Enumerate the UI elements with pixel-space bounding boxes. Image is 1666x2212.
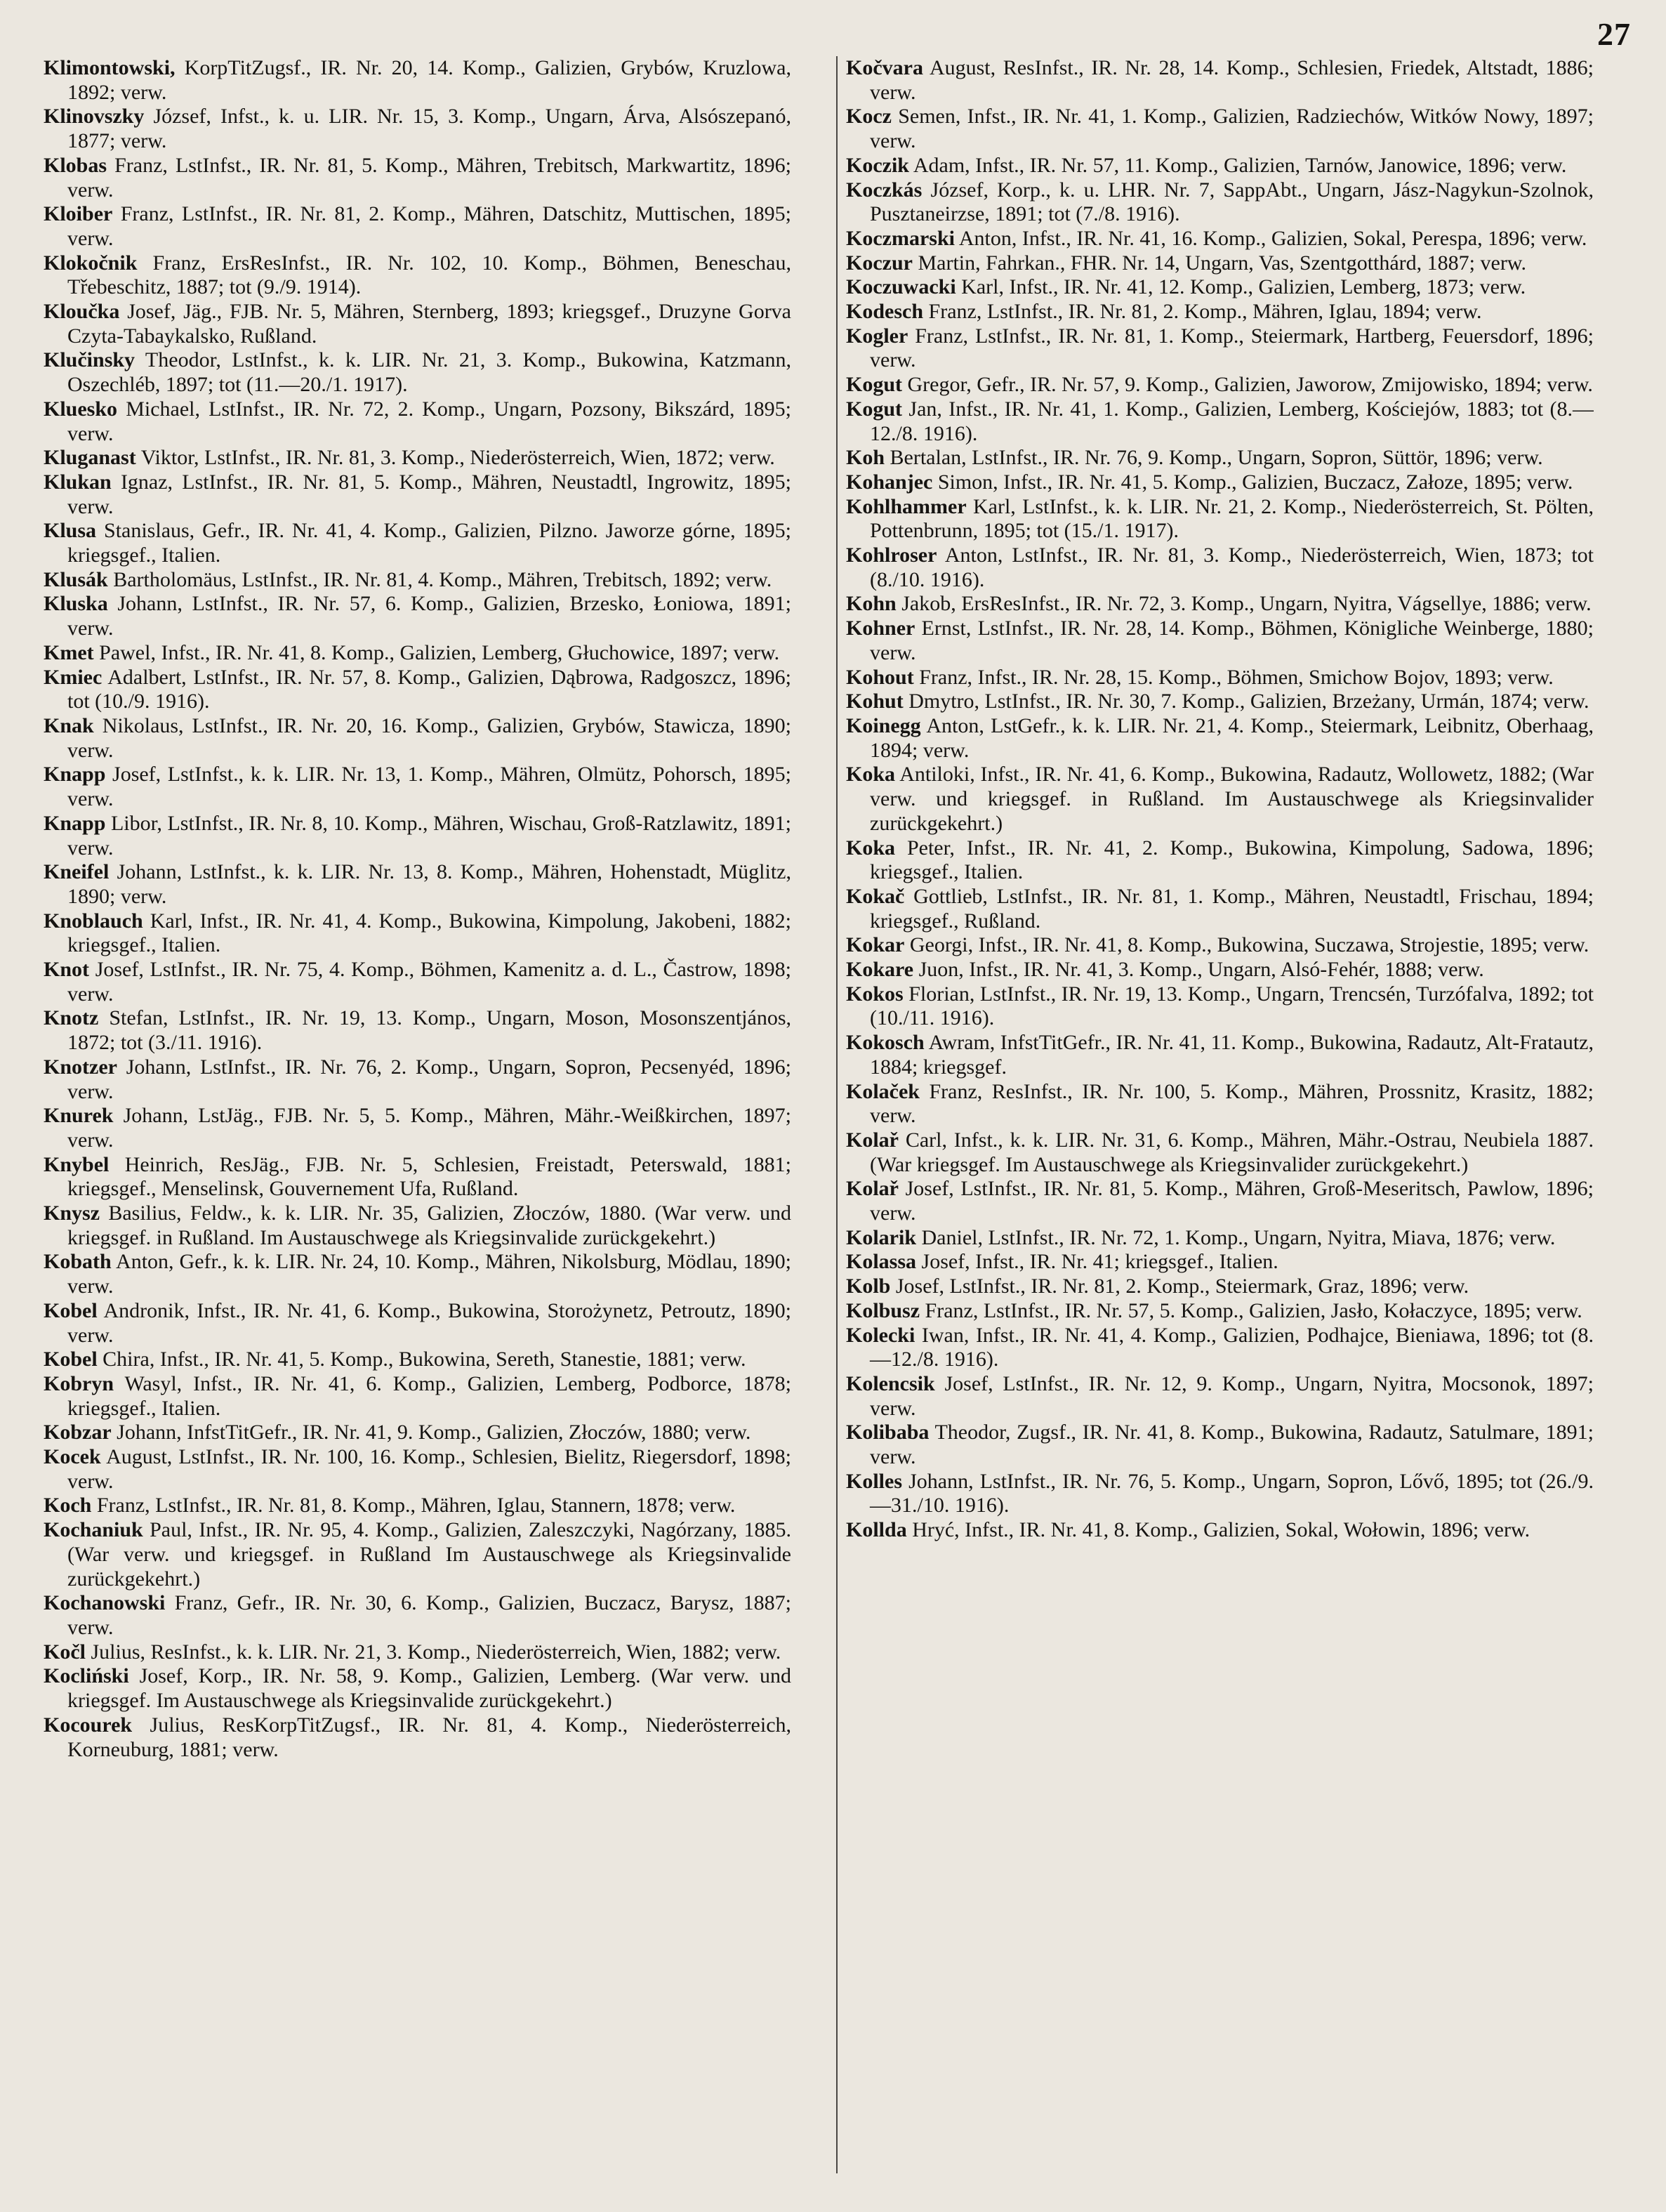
- entry-surname: Knoblauch: [44, 909, 143, 933]
- list-entry: [44, 56, 791, 105]
- entry-details: Josef, LstInfst., IR. Nr. 75, 4. Komp., Böhmen, Kamenitz a. d. L., Častrow, 1898; verw.: [67, 958, 791, 1006]
- entry-surname: Kohanjec: [846, 470, 933, 494]
- entry-details: Carl, Infst., k. k. LIR. Nr. 31, 6. Komp., Mähren, Mähr.-Ostrau, Neubiela 1887. (War kriegsgef. Im Austauschwege als Kriegsinvalider zurückgekehrt.): [870, 1128, 1594, 1176]
- list-entry: [44, 568, 791, 593]
- entry-details: Theodor, LstInfst., k. k. LIR. Nr. 21, 3. Komp., Bukowina, Katzmann, Oszechléb, 1897; tot (11.—20./1. 1917).: [67, 348, 791, 397]
- list-entry: [44, 641, 791, 666]
- entry-surname: Kolencsik: [846, 1371, 935, 1395]
- entry-details: Heinrich, ResJäg., FJB. Nr. 5, Schlesien, Freistadt, Peterswald, 1881; kriegsgef., Menselinsk, Gouvernement Ufa, Rußland.: [67, 1152, 791, 1201]
- list-entry: [44, 154, 791, 202]
- entry-surname: Koczkás: [846, 178, 923, 202]
- entry-surname: Kolař: [846, 1177, 899, 1201]
- columns: [44, 56, 1632, 2177]
- list-entry: [44, 1104, 791, 1152]
- entry-details: Daniel, LstInfst., IR. Nr. 72, 1. Komp., Ungarn, Nyitra, Miava, 1876; verw.: [921, 1225, 1556, 1249]
- entry-details: Andronik, Infst., IR. Nr. 41, 6. Komp., Bukowina, Storożynetz, Petroutz, 1890; verw.: [67, 1298, 791, 1347]
- entry-details: Franz, Gefr., IR. Nr. 30, 6. Komp., Galizien, Buczacz, Barysz, 1887; verw.: [67, 1591, 791, 1639]
- entry-surname: Koczmarski: [846, 226, 955, 250]
- entry-details: Peter, Infst., IR. Nr. 41, 2. Komp., Bukowina, Kimpolung, Sadowa, 1896; kriegsgef., Italien.: [870, 836, 1594, 884]
- entry-surname: Koczuwacki: [846, 275, 956, 299]
- entry-details: Julius, ResInfst., k. k. LIR. Nr. 21, 3. Komp., Niederösterreich, Wien, 1882; verw.: [91, 1640, 781, 1664]
- entry-surname: Klusák: [44, 567, 108, 591]
- list-entry: [44, 251, 791, 300]
- list-entry: [846, 300, 1594, 324]
- entry-surname: Kocz: [846, 105, 892, 129]
- list-entry: [846, 690, 1594, 714]
- entry-details: József, Infst., k. u. LIR. Nr. 15, 3. Komp., Ungarn, Árva, Alsószepanó, 1877; verw.: [67, 105, 791, 153]
- entry-surname: Kolles: [846, 1469, 902, 1493]
- entry-surname: Kokos: [846, 982, 904, 1006]
- entry-details: Stefan, LstInfst., IR. Nr. 19, 13. Komp., Ungarn, Moson, Mosonszentjános, 1872; tot (3./11. 1916).: [67, 1006, 791, 1055]
- list-entry: [44, 958, 791, 1006]
- entry-surname: Kobzar: [44, 1421, 112, 1444]
- entry-surname: Knot: [44, 958, 90, 982]
- entry-surname: Knysz: [44, 1202, 100, 1225]
- entry-surname: Knapp: [44, 811, 106, 835]
- list-entry: [846, 56, 1594, 105]
- entry-details: Michael, LstInfst., IR. Nr. 72, 2. Komp., Ungarn, Pozsony, Bikszárd, 1895; verw.: [67, 397, 791, 445]
- list-entry: [846, 714, 1594, 763]
- list-entry: [846, 885, 1594, 933]
- entry-surname: Kochanowski: [44, 1591, 166, 1615]
- entry-surname: Knybel: [44, 1152, 110, 1176]
- entry-details: Hryć, Infst., IR. Nr. 41, 8. Komp., Galizien, Sokal, Wołowin, 1896; verw.: [912, 1518, 1531, 1542]
- entry-surname: Kohlhammer: [846, 494, 967, 518]
- entry-details: Josef, LstInfst., IR. Nr. 12, 9. Komp., Ungarn, Nyitra, Mocsonok, 1897; verw.: [870, 1371, 1594, 1420]
- entry-surname: Kogut: [846, 397, 903, 421]
- list-entry: [44, 105, 791, 153]
- entry-surname: Kluska: [44, 592, 108, 616]
- list-entry: [44, 1591, 791, 1640]
- entry-details: Jakob, ErsResInfst., IR. Nr. 72, 3. Komp., Ungarn, Nyitra, Vágsellye, 1886; verw.: [901, 592, 1592, 616]
- list-entry: [846, 617, 1594, 665]
- page-number: 27: [1597, 16, 1631, 52]
- entry-surname: Kolibaba: [846, 1421, 930, 1444]
- list-entry: [44, 1421, 791, 1445]
- entry-details: August, LstInfst., IR. Nr. 100, 16. Komp., Schlesien, Bielitz, Riegersdorf, 1898; verw.: [67, 1445, 791, 1493]
- list-entry: [44, 519, 791, 567]
- entry-details: Stanislaus, Gefr., IR. Nr. 41, 4. Komp., Galizien, Pilzno. Jaworze górne, 1895; kriegsgef., Italien.: [67, 519, 791, 567]
- entry-surname: Kokosch: [846, 1031, 925, 1055]
- entry-details: Bartholomäus, LstInfst., IR. Nr. 81, 4. Komp., Mähren, Trebitsch, 1892; verw.: [113, 567, 772, 591]
- entry-surname: Kmiec: [44, 665, 103, 689]
- list-entry: [846, 958, 1594, 982]
- entry-details: August, ResInfst., IR. Nr. 28, 14. Komp., Schlesien, Friedek, Altstadt, 1886; verw.: [870, 56, 1594, 104]
- entry-details: Josef, LstInfst., k. k. LIR. Nr. 13, 1. Komp., Mähren, Olmütz, Pohorsch, 1895; verw.: [67, 763, 791, 811]
- entry-surname: Kolarik: [846, 1225, 917, 1249]
- entry-surname: Kohut: [846, 690, 904, 713]
- entry-surname: Kohner: [846, 617, 915, 640]
- list-entry: [846, 1470, 1594, 1518]
- entry-surname: Koka: [846, 763, 896, 786]
- entry-details: Franz, LstInfst., IR. Nr. 81, 2. Komp., Mähren, Datschitz, Muttischen, 1895; verw.: [67, 202, 791, 250]
- entry-surname: Kolecki: [846, 1323, 915, 1347]
- list-entry: [846, 397, 1594, 446]
- entry-surname: Klinovszky: [44, 105, 145, 129]
- entry-surname: Klokočnik: [44, 251, 138, 275]
- entry-surname: Klobas: [44, 153, 107, 177]
- entry-details: Viktor, LstInfst., IR. Nr. 81, 3. Komp., Niederösterreich, Wien, 1872; verw.: [140, 446, 775, 470]
- entry-details: Josef, LstInfst., IR. Nr. 81, 5. Komp., Mähren, Groß-Meseritsch, Pawlow, 1896; verw.: [870, 1177, 1594, 1225]
- list-entry: [44, 1348, 791, 1372]
- entry-surname: Kohn: [846, 592, 897, 616]
- entry-details: Gottlieb, LstInfst., IR. Nr. 81, 1. Komp., Mähren, Neustadtl, Frischau, 1894; kriegsgef., Rußland.: [870, 884, 1594, 933]
- entry-surname: Kobel: [44, 1298, 98, 1322]
- list-entry: [846, 592, 1594, 617]
- entry-details: Basilius, Feldw., k. k. LIR. Nr. 35, Galizien, Złoczów, 1880. (War verw. und kriegsgef. in Rußland. Im Austauschwege als Kriegsinvalide zurückgekehrt.): [67, 1202, 791, 1249]
- list-entry: [846, 763, 1594, 836]
- list-entry: [44, 812, 791, 860]
- entry-details: Karl, Infst., IR. Nr. 41, 4. Komp., Bukowina, Kimpolung, Jakobeni, 1882; kriegsgef., Italien.: [67, 909, 791, 957]
- entry-details: Franz, LstInfst., IR. Nr. 81, 2. Komp., Mähren, Iglau, 1894; verw.: [928, 300, 1482, 324]
- list-entry: [846, 666, 1594, 690]
- list-entry: [44, 1664, 791, 1713]
- entry-details: Josef, Jäg., FJB. Nr. 5, Mähren, Sternberg, 1893; kriegsgef., Druzyne Gorva Czyta-Tabaykalsko, Rußland.: [67, 300, 791, 348]
- entry-details: Johann, LstInfst., IR. Nr. 76, 2. Komp., Ungarn, Sopron, Pecsenyéd, 1896; verw.: [67, 1055, 791, 1103]
- entry-details: Simon, Infst., IR. Nr. 41, 5. Komp., Galizien, Buczacz, Załoze, 1895; verw.: [937, 470, 1573, 494]
- entry-surname: Koinegg: [846, 713, 921, 737]
- list-entry: [846, 982, 1594, 1031]
- list-entry: [846, 1128, 1594, 1177]
- list-entry: [44, 1640, 791, 1665]
- left-column: [44, 56, 791, 2177]
- list-entry: [44, 348, 791, 397]
- list-entry: [44, 1299, 791, 1348]
- entry-details: József, Korp., k. u. LHR. Nr. 7, SappAbt., Ungarn, Jász-Nagykun-Szolnok, Pusztaneirzse, 1891; tot (7./8. 1916).: [870, 178, 1594, 226]
- entry-details: Semen, Infst., IR. Nr. 41, 1. Komp., Galizien, Radziechów, Witków Nowy, 1897; verw.: [870, 105, 1594, 153]
- entry-details: Georgi, Infst., IR. Nr. 41, 8. Komp., Bukowina, Suczawa, Strojestie, 1895; verw.: [909, 933, 1589, 957]
- entry-surname: Klusa: [44, 519, 97, 543]
- list-entry: [44, 1713, 791, 1762]
- entry-details: Awram, InfstTitGefr., IR. Nr. 41, 11. Komp., Bukowina, Radautz, Alt-Fratautz, 1884; kriegsgef.: [870, 1031, 1594, 1079]
- entry-surname: Kobel: [44, 1348, 98, 1371]
- entry-details: Ernst, LstInfst., IR. Nr. 28, 14. Komp., Böhmen, Königliche Weinberge, 1880; verw.: [870, 617, 1594, 664]
- entry-details: Josef, Infst., IR. Nr. 41; kriegsgef., Italien.: [921, 1250, 1278, 1274]
- column-divider: [836, 56, 838, 2173]
- list-entry: [44, 860, 791, 909]
- entry-details: Anton, LstInfst., IR. Nr. 81, 3. Komp., Niederösterreich, Wien, 1873; tot (8./10. 1916).: [870, 544, 1594, 591]
- entry-details: Anton, LstGefr., k. k. LIR. Nr. 21, 4. Komp., Steiermark, Leibnitz, Oberhaag, 1894; verw.: [870, 713, 1594, 762]
- list-entry: [44, 1518, 791, 1591]
- list-entry: [846, 373, 1594, 397]
- entry-surname: Klukan: [44, 470, 112, 494]
- entry-details: Jan, Infst., IR. Nr. 41, 1. Komp., Galizien, Lemberg, Kościejów, 1883; tot (8.—12./8. 1916).: [870, 397, 1594, 445]
- list-entry: [44, 1153, 791, 1202]
- entry-surname: Kocourek: [44, 1713, 133, 1737]
- entry-surname: Koczik: [846, 153, 909, 177]
- entry-details: Franz, LstInfst., IR. Nr. 81, 5. Komp., Mähren, Trebitsch, Markwartitz, 1896; verw.: [67, 153, 791, 202]
- entry-details: Josef, Korp., IR. Nr. 58, 9. Komp., Galizien, Lemberg. (War verw. und kriegsgef. Im Austauschwege als Kriegsinvalide zurückgekehrt.): [67, 1664, 791, 1713]
- entry-surname: Kolař: [846, 1128, 899, 1152]
- entry-surname: Kollda: [846, 1518, 907, 1542]
- list-entry: [44, 1445, 791, 1494]
- list-entry: [846, 1080, 1594, 1128]
- list-entry: [846, 1372, 1594, 1421]
- list-entry: [846, 1250, 1594, 1275]
- entry-details: Florian, LstInfst., IR. Nr. 19, 13. Komp., Ungarn, Trencsén, Turzófalva, 1892; tot (10./11. 1916).: [870, 982, 1594, 1030]
- entry-details: Martin, Fahrkan., FHR. Nr. 14, Ungarn, Vas, Szentgotthárd, 1887; verw.: [918, 251, 1527, 275]
- list-entry: [44, 1372, 791, 1421]
- entry-details: Anton, Gefr., k. k. LIR. Nr. 24, 10. Komp., Mähren, Nikolsburg, Mödlau, 1890; verw.: [67, 1250, 791, 1298]
- entry-details: Iwan, Infst., IR. Nr. 41, 4. Komp., Galizien, Podhajce, Bieniawa, 1896; tot (8.—12./8. 1916).: [870, 1323, 1594, 1371]
- entry-details: Johann, LstJäg., FJB. Nr. 5, 5. Komp., Mähren, Mähr.-Weißkirchen, 1897; verw.: [67, 1104, 791, 1152]
- list-entry: [846, 495, 1594, 544]
- entry-details: Libor, LstInfst., IR. Nr. 8, 10. Komp., Mähren, Wischau, Groß-Ratzlawitz, 1891; verw.: [67, 811, 791, 860]
- entry-surname: Kohout: [846, 665, 914, 689]
- entry-surname: Koh: [846, 446, 885, 470]
- entry-details: Theodor, Zugsf., IR. Nr. 41, 8. Komp., Bukowina, Radautz, Satulmare, 1891; verw.: [870, 1421, 1594, 1469]
- entry-surname: Koka: [846, 836, 896, 860]
- entry-surname: Kolaček: [846, 1079, 920, 1103]
- list-entry: [846, 1226, 1594, 1251]
- list-entry: [846, 105, 1594, 153]
- list-entry: [44, 202, 791, 251]
- list-entry: [846, 275, 1594, 300]
- entry-details: Gregor, Gefr., IR. Nr. 57, 9. Komp., Galizien, Jaworow, Zmijowisko, 1894; verw.: [907, 373, 1593, 397]
- entry-surname: Knak: [44, 713, 94, 737]
- entry-details: Paul, Infst., IR. Nr. 95, 4. Komp., Galizien, Zaleszczyki, Nagórzany, 1885. (War verw. und kriegsgef. in Rußland Im Austauschwege als Kriegsinvalide zurückgekehrt.): [67, 1518, 791, 1591]
- entry-details: Karl, LstInfst., k. k. LIR. Nr. 21, 2. Komp., Niederösterreich, St. Pölten, Pottenbrunn, 1895; tot (15./1. 1917).: [870, 494, 1594, 543]
- list-entry: [846, 836, 1594, 885]
- entry-details: Karl, Infst., IR. Nr. 41, 12. Komp., Galizien, Lemberg, 1873; verw.: [961, 275, 1526, 299]
- list-entry: [846, 470, 1594, 495]
- entry-surname: Knapp: [44, 763, 106, 786]
- entry-details: Chira, Infst., IR. Nr. 41, 5. Komp., Bukowina, Sereth, Stanestie, 1881; verw.: [103, 1348, 746, 1371]
- entry-details: Franz, LstInfst., IR. Nr. 57, 5. Komp., Galizien, Jasło, Kołaczyce, 1895; verw.: [925, 1298, 1582, 1322]
- list-entry: [44, 1494, 791, 1518]
- entry-surname: Kocek: [44, 1445, 101, 1469]
- list-entry: [846, 446, 1594, 470]
- list-entry: [44, 300, 791, 348]
- entry-details: Nikolaus, LstInfst., IR. Nr. 20, 16. Komp., Galizien, Grybów, Stawicza, 1890; verw.: [67, 713, 791, 762]
- entry-details: Bertalan, LstInfst., IR. Nr. 76, 9. Komp., Ungarn, Sopron, Süttör, 1896; verw.: [890, 446, 1543, 470]
- entry-surname: Klučinsky: [44, 348, 135, 372]
- entry-details: Franz, LstInfst., IR. Nr. 81, 8. Komp., Mähren, Iglau, Stannern, 1878; verw.: [96, 1494, 736, 1518]
- list-entry: [44, 909, 791, 958]
- list-entry: [44, 446, 791, 470]
- entry-details: Johann, InfstTitGefr., IR. Nr. 41, 9. Komp., Galizien, Złoczów, 1880; verw.: [117, 1421, 751, 1444]
- list-entry: [846, 1518, 1594, 1543]
- entry-details: Johann, LstInfst., IR. Nr. 57, 6. Komp., Galizien, Brzesko, Łoniowa, 1891; verw.: [67, 592, 791, 640]
- entry-surname: Kokar: [846, 933, 905, 957]
- entry-details: Dmytro, LstInfst., IR. Nr. 30, 7. Komp., Galizien, Brzeżany, Urmán, 1874; verw.: [908, 690, 1589, 713]
- entry-surname: Kluganast: [44, 446, 136, 470]
- entry-surname: Kogut: [846, 373, 903, 397]
- list-entry: [846, 324, 1594, 373]
- entry-details: Adalbert, LstInfst., IR. Nr. 57, 8. Komp., Galizien, Dąbrowa, Radgoszcz, 1896; tot (10./9. 1916).: [67, 665, 791, 713]
- entry-surname: Kloiber: [44, 202, 113, 226]
- list-entry: [846, 1421, 1594, 1469]
- entry-details: Juon, Infst., IR. Nr. 41, 3. Komp., Ungarn, Alsó-Fehér, 1888; verw.: [918, 958, 1484, 982]
- list-entry: [846, 544, 1594, 592]
- list-entry: [44, 1202, 791, 1250]
- entry-surname: Kolb: [846, 1275, 891, 1298]
- list-entry: [846, 933, 1594, 958]
- entry-surname: Kochaniuk: [44, 1518, 143, 1542]
- entry-surname: Knurek: [44, 1104, 114, 1128]
- list-entry: [846, 178, 1594, 227]
- entry-surname: Kolbusz: [846, 1298, 920, 1322]
- list-entry: [846, 227, 1594, 251]
- entry-details: Johann, LstInfst., IR. Nr. 76, 5. Komp., Ungarn, Sopron, Lővő, 1895; tot (26./9.—31./10. 1916).: [870, 1469, 1594, 1518]
- list-entry: [846, 154, 1594, 178]
- entry-surname: Kočvara: [846, 56, 923, 79]
- entry-details: Wasyl, Infst., IR. Nr. 41, 6. Komp., Galizien, Lemberg, Podborce, 1878; kriegsgef., Italien.: [67, 1371, 791, 1420]
- entry-surname: Kočl: [44, 1640, 86, 1664]
- list-entry: [44, 1055, 791, 1104]
- list-entry: [44, 397, 791, 446]
- entry-details: Pawel, Infst., IR. Nr. 41, 8. Komp., Galizien, Lemberg, Głuchowice, 1897; verw.: [99, 640, 780, 664]
- list-entry: [846, 1324, 1594, 1372]
- entry-surname: Kokač: [846, 884, 905, 908]
- list-entry: [44, 1250, 791, 1298]
- entry-surname: Kocliński: [44, 1664, 129, 1688]
- entry-details: Franz, Infst., IR. Nr. 28, 15. Komp., Böhmen, Smichow Bojov, 1893; verw.: [919, 665, 1554, 689]
- entry-surname: Knotz: [44, 1006, 99, 1030]
- entry-details: Franz, ResInfst., IR. Nr. 100, 5. Komp., Mähren, Prossnitz, Krasitz, 1882; verw.: [870, 1079, 1594, 1128]
- right-column: [846, 56, 1594, 2177]
- entry-surname: Kneifel: [44, 860, 110, 884]
- list-entry: [44, 763, 791, 811]
- entry-details: Ignaz, LstInfst., IR. Nr. 81, 5. Komp., Mähren, Neustadtl, Ingrowitz, 1895; verw.: [67, 470, 791, 518]
- list-entry: [846, 1031, 1594, 1079]
- entry-details: Antiloki, Infst., IR. Nr. 41, 6. Komp., Bukowina, Radautz, Wollowetz, 1882; (War verw. und kriegsgef. in Rußland. Im Austauschwege als Kriegsinvalider zurückgekehrt.): [870, 763, 1594, 835]
- entry-surname: Kokare: [846, 958, 914, 982]
- entry-details: KorpTitZugsf., IR. Nr. 20, 14. Komp., Galizien, Grybów, Kruzlowa, 1892; verw.: [67, 56, 791, 104]
- list-entry: [846, 1177, 1594, 1225]
- entry-surname: Kloučka: [44, 300, 120, 324]
- entry-surname: Koczur: [846, 251, 913, 275]
- entry-surname: Kobath: [44, 1250, 112, 1274]
- entry-surname: Kmet: [44, 640, 94, 664]
- entry-surname: Koch: [44, 1494, 92, 1518]
- entry-surname: Kogler: [846, 324, 908, 348]
- entry-details: Josef, LstInfst., IR. Nr. 81, 2. Komp., Steiermark, Graz, 1896; verw.: [895, 1275, 1469, 1298]
- list-entry: [44, 1006, 791, 1055]
- entry-details: Franz, ErsResInfst., IR. Nr. 102, 10. Komp., Böhmen, Beneschau, Třebeschitz, 1887; tot (9./9. 1914).: [67, 251, 791, 299]
- list-entry: [44, 666, 791, 714]
- list-entry: [846, 251, 1594, 276]
- entry-surname: Kohlroser: [846, 544, 937, 567]
- list-entry: [44, 714, 791, 763]
- entry-surname: Kluesko: [44, 397, 118, 421]
- entry-surname: Kodesch: [846, 300, 924, 324]
- entry-details: Adam, Infst., IR. Nr. 57, 11. Komp., Galizien, Tarnów, Janowice, 1896; verw.: [913, 153, 1567, 177]
- entry-surname: Klimontowski,: [44, 56, 176, 79]
- entry-surname: Knotzer: [44, 1055, 117, 1079]
- list-entry: [44, 470, 791, 519]
- entry-details: Julius, ResKorpTitZugsf., IR. Nr. 81, 4. Komp., Niederösterreich, Korneuburg, 1881; verw.: [67, 1713, 791, 1761]
- list-entry: [846, 1299, 1594, 1324]
- entry-surname: Kolassa: [846, 1250, 917, 1274]
- entry-details: Anton, Infst., IR. Nr. 41, 16. Komp., Galizien, Sokal, Perespa, 1896; verw.: [958, 226, 1587, 250]
- entry-surname: Kobryn: [44, 1371, 114, 1395]
- entry-details: Johann, LstInfst., k. k. LIR. Nr. 13, 8. Komp., Mähren, Hohenstadt, Müglitz, 1890; verw.: [67, 860, 791, 908]
- entry-details: Franz, LstInfst., IR. Nr. 81, 1. Komp., Steiermark, Hartberg, Feuersdorf, 1896; verw.: [870, 324, 1594, 372]
- list-entry: [846, 1275, 1594, 1299]
- list-entry: [44, 592, 791, 640]
